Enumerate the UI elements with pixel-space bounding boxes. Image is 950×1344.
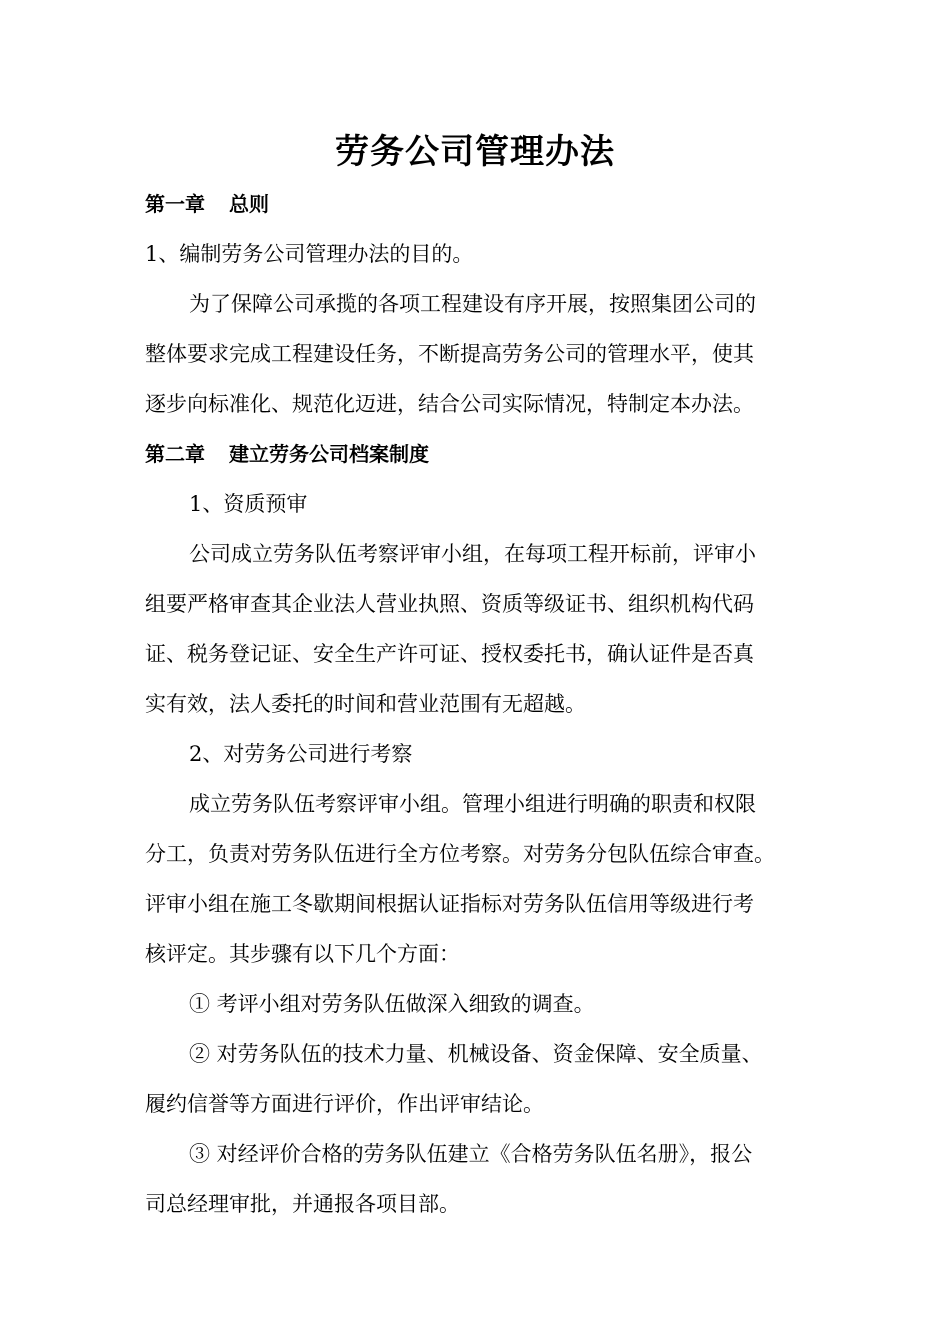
section-heading: 2、对劳务公司进行考察 <box>189 742 413 766</box>
chapter-name: 建立劳务公司档案制度 <box>229 442 429 466</box>
paragraph-line: ③ 对经评价合格的劳务队伍建立《合格劳务队伍名册》，报公 <box>189 1142 753 1166</box>
paragraph-line: 履约信誉等方面进行评价，作出评审结论。 <box>145 1092 544 1116</box>
chapter-name: 总则 <box>229 192 269 216</box>
paragraph-line: 核评定。其步骤有以下几个方面： <box>145 942 460 966</box>
paragraph-line: 司总经理审批，并通报各项目部。 <box>145 1192 460 1216</box>
paragraph-line: 组要严格审查其企业法人营业执照、资质等级证书、组织机构代码 <box>145 592 754 616</box>
section-heading: 1、资质预审 <box>189 492 308 516</box>
paragraph-line: 实有效，法人委托的时间和营业范围有无超越。 <box>145 692 586 716</box>
paragraph-line: 整体要求完成工程建设任务，不断提高劳务公司的管理水平，使其 <box>145 342 754 366</box>
paragraph-line: 证、税务登记证、安全生产许可证、授权委托书，确认证件是否真 <box>145 642 754 666</box>
paragraph-inspection <box>145 779 825 979</box>
paragraph-purpose <box>145 279 825 429</box>
chapter-label: 第二章 <box>145 442 205 466</box>
chapter-label: 第一章 <box>145 192 205 216</box>
paragraph-line: 分工，负责对劳务队伍进行全方位考察。对劳务分包队伍综合审查。 <box>145 842 775 866</box>
document-body <box>145 179 825 1229</box>
step-item-1: ① 考评小组对劳务队伍做深入细致的调查。 <box>189 992 595 1016</box>
paragraph-qualification <box>145 529 825 729</box>
step-item-3 <box>145 1129 825 1229</box>
paragraph-line: ② 对劳务队伍的技术力量、机械设备、资金保障、安全质量、 <box>189 1042 763 1066</box>
paragraph-line: 逐步向标准化、规范化迈进，结合公司实际情况，特制定本办法。 <box>145 392 754 416</box>
step-item-2 <box>145 1029 825 1129</box>
item-heading: 1、编制劳务公司管理办法的目的。 <box>145 242 474 266</box>
document-title: 劳务公司管理办法 <box>335 132 615 172</box>
paragraph-line: 为了保障公司承揽的各项工程建设有序开展，按照集团公司的 <box>189 292 756 316</box>
paragraph-line: 公司成立劳务队伍考察评审小组，在每项工程开标前，评审小 <box>189 542 756 566</box>
paragraph-line: 成立劳务队伍考察评审小组。管理小组进行明确的职责和权限 <box>189 792 756 816</box>
chapter-heading-2 <box>145 429 825 479</box>
chapter-heading-1 <box>145 179 825 229</box>
paragraph-line: 评审小组在施工冬歇期间根据认证指标对劳务队伍信用等级进行考 <box>145 892 754 916</box>
